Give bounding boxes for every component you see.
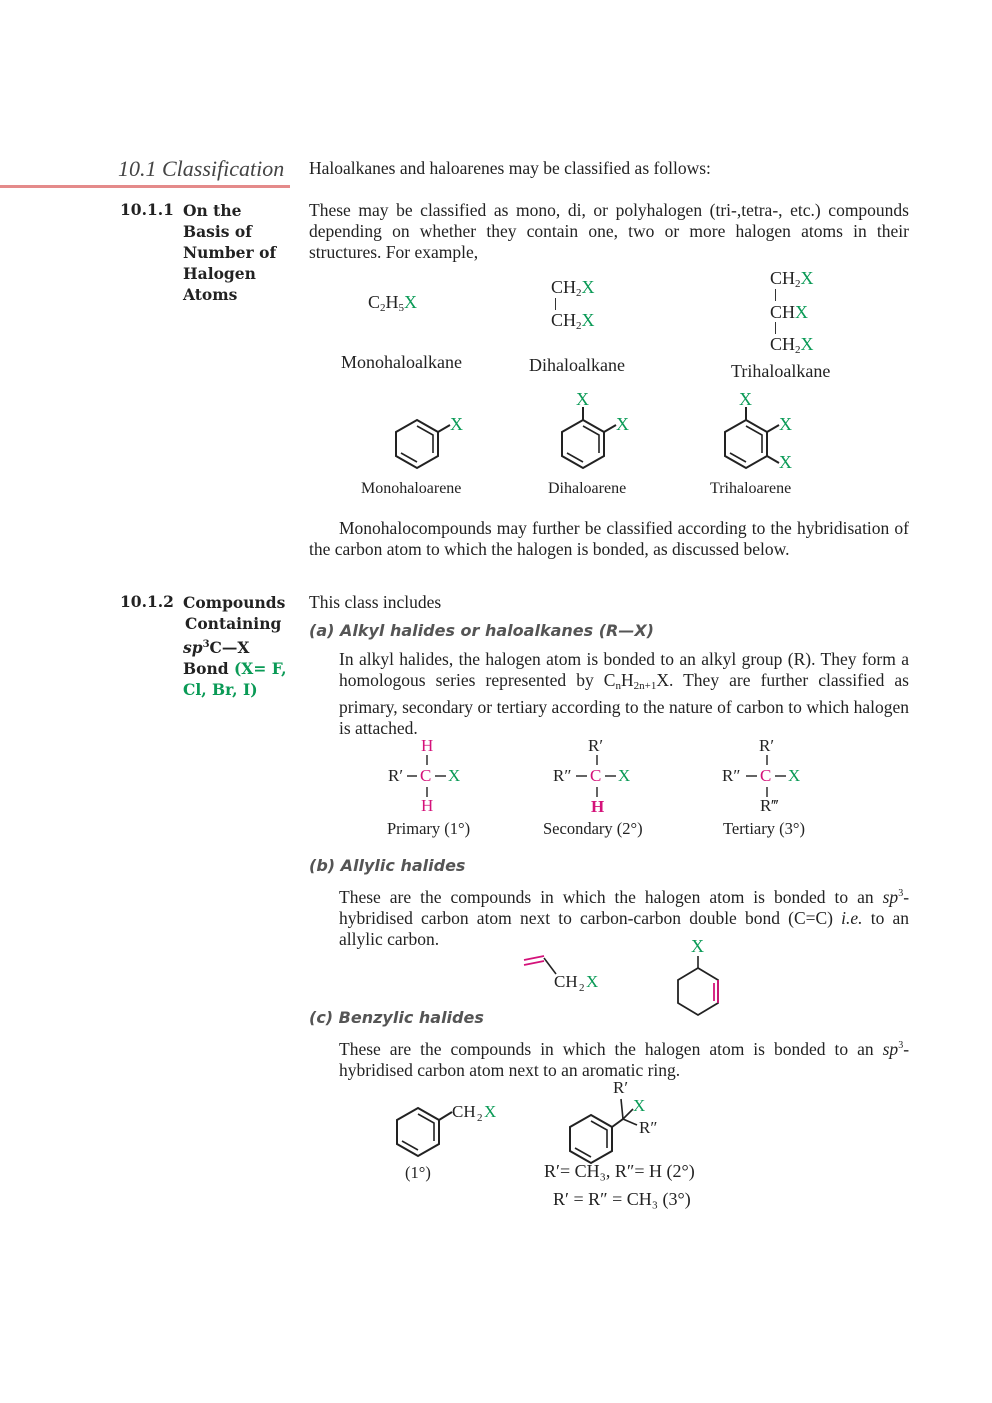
svg-text:X: X	[739, 389, 752, 409]
svg-text:C: C	[760, 766, 772, 785]
label-secondary: Secondary (2°)	[543, 819, 643, 838]
section-title: 10.1 Classification	[118, 156, 285, 181]
svg-text:CH: CH	[554, 972, 578, 991]
heading-line: Number of	[183, 243, 277, 262]
structure-dihaloarene	[545, 385, 655, 480]
structure-allyl	[520, 950, 610, 995]
paragraph-allylic-halides	[339, 883, 909, 950]
class-intro: This class includes	[309, 592, 442, 612]
svg-text:X: X	[691, 936, 704, 956]
paragraph-benzylic-halides	[339, 1035, 909, 1081]
structure-secondary	[545, 735, 655, 820]
label-tertiary: Tertiary (3°)	[723, 819, 805, 838]
subsection-heading-2	[183, 592, 293, 700]
bond-line	[775, 289, 776, 301]
text-run: to an allylic carbon.	[339, 907, 909, 949]
svg-text:X: X	[618, 766, 631, 785]
svg-text:R‴: R‴	[760, 796, 779, 815]
svg-text:C: C	[420, 766, 432, 785]
svg-text:X: X	[484, 1102, 497, 1121]
sp3-text: sp	[882, 886, 899, 907]
label-dihaloalkane: Dihaloalkane	[529, 355, 625, 375]
heading-line: Halogen	[183, 264, 256, 283]
sp3-text: sp	[183, 638, 203, 658]
sp3-superscript: 3	[202, 639, 210, 650]
svg-text:R′: R′	[588, 736, 604, 755]
svg-text:R′: R′	[388, 766, 404, 785]
svg-text:R″: R″	[722, 766, 741, 785]
heading-line	[183, 658, 293, 679]
heading-line: Basis of	[183, 222, 252, 241]
cx-bond: C—X	[209, 638, 250, 658]
svg-text:C: C	[590, 766, 602, 785]
svg-text:X: X	[779, 452, 792, 472]
paragraph-alkyl-halides	[339, 649, 909, 739]
structure-tertiary	[715, 735, 825, 820]
heading-line: Containing	[185, 614, 282, 633]
subscript: n	[615, 680, 621, 692]
svg-text:X: X	[586, 972, 599, 991]
svg-text:H: H	[421, 736, 434, 755]
formula-monohaloalkane: $C_2H_5X$	[368, 292, 418, 314]
subsection-number-1: 10.1.1	[120, 200, 174, 219]
heading-line	[183, 634, 293, 658]
heading-allylic-halides: (b) Allylic halides	[309, 856, 466, 875]
text-run: In alkyl halides, the halogen atom is bonded to an alkyl group (R). They form a homologous series represented by C	[339, 649, 909, 690]
label-trihaloarene: Trihaloarene	[710, 480, 792, 497]
svg-text:H: H	[591, 797, 605, 816]
svg-text:X: X	[616, 414, 629, 434]
paragraph-monohalo: Monohalocompounds may further be classified according to the hybridisation of the carbon atom to which the halogen is bonded, as discussed below.	[309, 518, 909, 559]
svg-text:X: X	[448, 766, 461, 785]
svg-text:X: X	[576, 389, 589, 409]
label-trihaloalkane: Trihaloalkane	[731, 361, 831, 381]
structure-trihaloarene	[706, 385, 816, 480]
heading-line: Atoms	[183, 285, 238, 304]
text-run: i.e.	[841, 907, 863, 928]
caption-benzyl-tertiary: R′ = R″ = CH₃ (3°)	[553, 1189, 691, 1209]
label-benzyl-primary: (1°)	[405, 1163, 431, 1182]
svg-text:2: 2	[579, 982, 585, 994]
text-run: X. They are further classified as primary, secondary or tertiary according to the nature of carbon to which halogen is attached.	[339, 670, 909, 738]
paragraph-classification: These may be classified as mono, di, or polyhalogen (tri-,tetra-, etc.) compounds depending on whether they contain one, two or more halogen atoms in their structures. For example,	[309, 200, 909, 262]
heading-line: Compounds	[183, 593, 286, 612]
structure-halocyclohexene	[665, 935, 745, 1020]
label-monohaloalkane: Monohaloalkane	[341, 352, 462, 372]
structure-primary	[380, 735, 480, 820]
caption-benzyl-secondary: R′= CH₃, R″= H (2°)	[544, 1161, 695, 1181]
bond-word: Bond	[183, 659, 229, 679]
subsection-number-2: 10.1.2	[120, 592, 174, 611]
heading-alkyl-halides: (a) Alkyl halides or haloalkanes (R—X)	[309, 621, 654, 640]
bond-line	[775, 322, 776, 334]
text-run: These are the compounds in which the halogen atom is bonded to an	[339, 886, 874, 907]
text-run: -hybridised carbon atom next to carbon-carbon double bond (C=C)	[339, 886, 910, 928]
formula-trihaloalkane-bottom: $CH_2X$	[770, 334, 814, 356]
svg-text:X: X	[633, 1096, 646, 1115]
structure-benzyl-secondary-tertiary	[555, 1075, 685, 1165]
bond-line	[555, 298, 556, 310]
section-intro: Haloalkanes and haloarenes may be classified as follows:	[309, 158, 711, 178]
label-primary: Primary (1°)	[387, 819, 471, 838]
structure-monohaloarene	[380, 385, 490, 480]
label-monohaloarene: Monohaloarene	[361, 480, 462, 497]
structure-benzyl-primary	[380, 1090, 510, 1165]
formula-dihaloalkane-top: $CH_2X$	[551, 277, 595, 299]
svg-text:X: X	[450, 414, 463, 434]
svg-text:X: X	[788, 766, 801, 785]
svg-text:R″: R″	[553, 766, 572, 785]
svg-text:R′: R′	[613, 1078, 629, 1097]
svg-text:R′: R′	[759, 736, 775, 755]
formula-dihaloalkane-bottom: $CH_2X$	[551, 310, 595, 332]
svg-text:CH: CH	[452, 1102, 476, 1121]
section-rule	[0, 185, 290, 188]
text-run: These are the compounds in which the halogen atom is bonded to an	[339, 1038, 874, 1059]
subscript: 2n+1	[633, 680, 657, 692]
formula-trihaloalkane-top: $CH_2X$	[770, 268, 814, 290]
halogen-list: (X= F,	[233, 659, 287, 679]
svg-text:R″: R″	[639, 1118, 658, 1137]
svg-text:H: H	[421, 796, 434, 815]
heading-line: On the	[183, 201, 242, 220]
sp3-superscript: 3	[898, 1040, 904, 1051]
label-dihaloarene: Dihaloarene	[548, 480, 627, 497]
heading-benzylic-halides: (c) Benzylic halides	[309, 1008, 484, 1027]
text-run: -hybridised carbon atom next to an aromatic ring.	[339, 1038, 910, 1080]
sp3-text: sp	[882, 1038, 899, 1059]
text-run: H	[620, 670, 634, 690]
svg-text:X: X	[779, 414, 792, 434]
heading-line: Cl, Br, I)	[183, 680, 258, 700]
formula-trihaloalkane-mid: CHX	[770, 302, 809, 322]
svg-text:2: 2	[477, 1112, 483, 1124]
sp3-superscript: 3	[898, 888, 904, 899]
subsection-heading-1	[183, 200, 288, 305]
